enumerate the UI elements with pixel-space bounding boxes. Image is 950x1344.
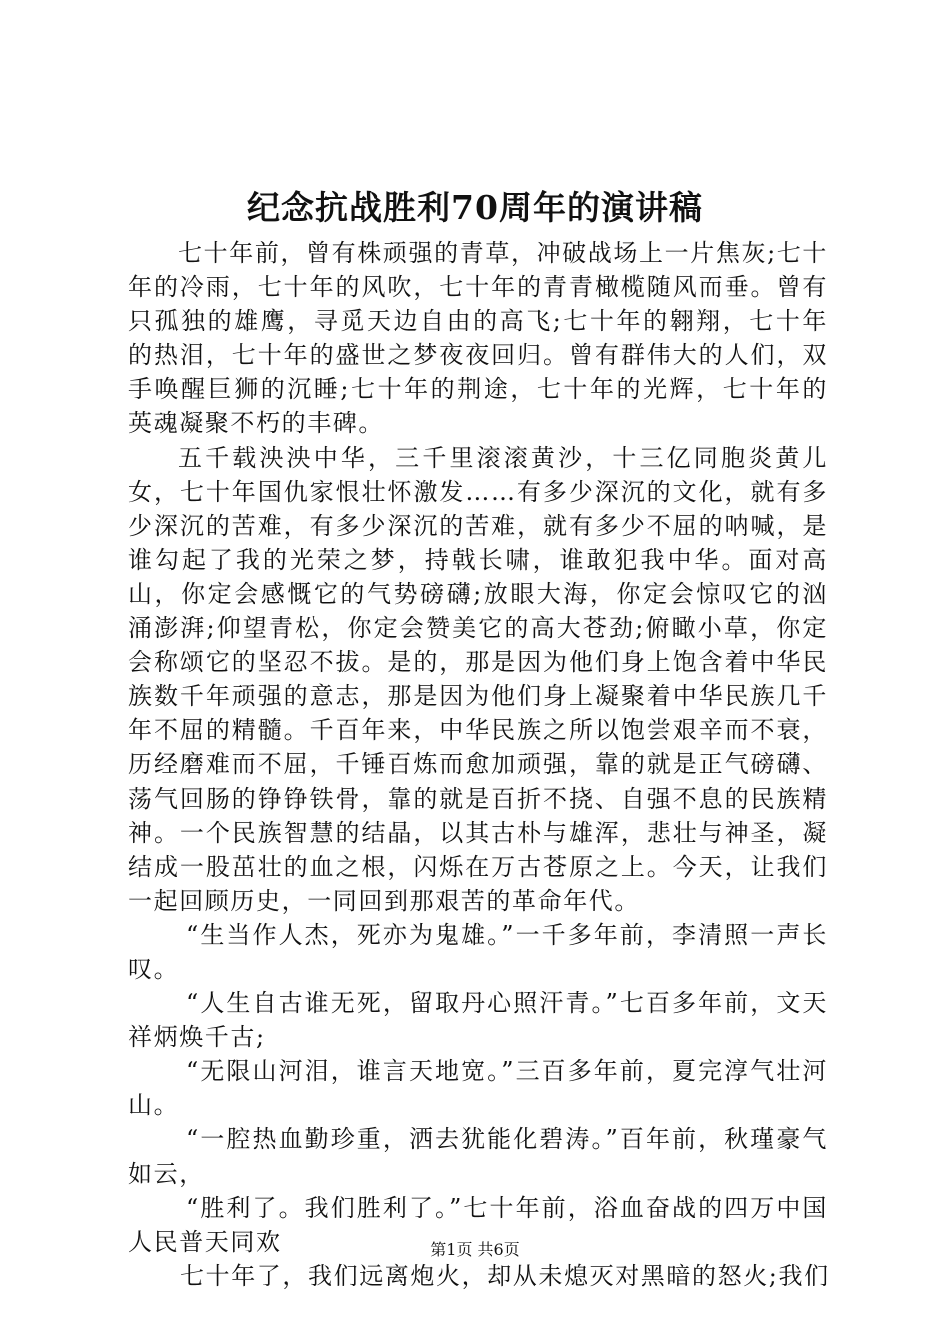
paragraph-quote-victory: “胜利了。我们胜利了。”七十年前，浴血奋战的四万中国人民普天同欢 [128,1193,828,1256]
paragraph-continued: 七十年了，我们远离炮火，却从未熄灭对黑暗的怒火;我们 [180,1261,830,1290]
paragraph-1: 七十年前，曾有株顽强的青草，冲破战场上一片焦灰;七十年的冷雨，七十年的风吹，七十年的青青橄榄随风而垂。曾有只孤独的雄鹰，寻觅天边自由的高飞;七十年的翱翔，七十年的热泪，七十年的盛世之梦夜夜回归。曾有群伟大的人们，双手唤醒巨狮的沉睡;七十年的荆途，七十年的光辉，七十年的英魂凝聚不朽的丰碑。 [128,239,828,438]
paragraph-2: 五千载泱泱中华，三千里滚滚黄沙，十三亿同胞炎黄儿女，七十年国仇家恨壮怀激发……有多少深沉的文化，就有多少深沉的苦难，有多少深沉的苦难，就有多少不屈的呐喊，是谁勾起了我的光荣之梦，持戟长啸，谁敢犯我中华。面对高山，你定会感慨它的气势磅礴;放眼大海，你定会惊叹它的汹涌澎湃;仰望青松，你定会赞美它的高大苍劲;俯瞰小草，你定会称颂它的坚忍不拔。是的，那是因为他们身上饱含着中华民族数千年顽强的意志，那是因为他们身上凝聚着中华民族几千年不屈的精髓。千百年来，中华民族之所以饱尝艰辛而不衰，历经磨难而不屈，千锤百炼而愈加顽强，靠的就是正气磅礴、荡气回肠的铮铮铁骨，靠的就是百折不挠、自强不息的民族精神。一个民族智慧的结晶，以其古朴与雄浑，悲壮与神圣，凝结成一股茁壮的血之根，闪烁在万古苍原之上。今天，让我们一起回顾历史，一同回到那艰苦的革命年代。 [128,443,828,915]
paragraph-quote-wen-tianxiang: “人生自古谁无死，留取丹心照汗青。”七百多年前，文天祥炳焕千古; [128,989,828,1052]
document-body [128,236,828,1293]
paragraph-quote-qiu-jin: “一腔热血勤珍重，洒去犹能化碧涛。”百年前，秋瑾豪气如云， [128,1125,828,1188]
paragraph-quote-xia-wanchun: “无限山河泪，谁言天地宽。”三百多年前，夏完淳气壮河山。 [128,1057,828,1120]
document-title: 纪念抗战胜利70周年的演讲稿 [247,188,703,227]
page-number-footer: 第1页 共6页 [430,1240,520,1259]
paragraph-quote-li-qingzhao: “生当作人杰，死亦为鬼雄。”一千多年前，李清照一声长叹。 [128,920,828,983]
